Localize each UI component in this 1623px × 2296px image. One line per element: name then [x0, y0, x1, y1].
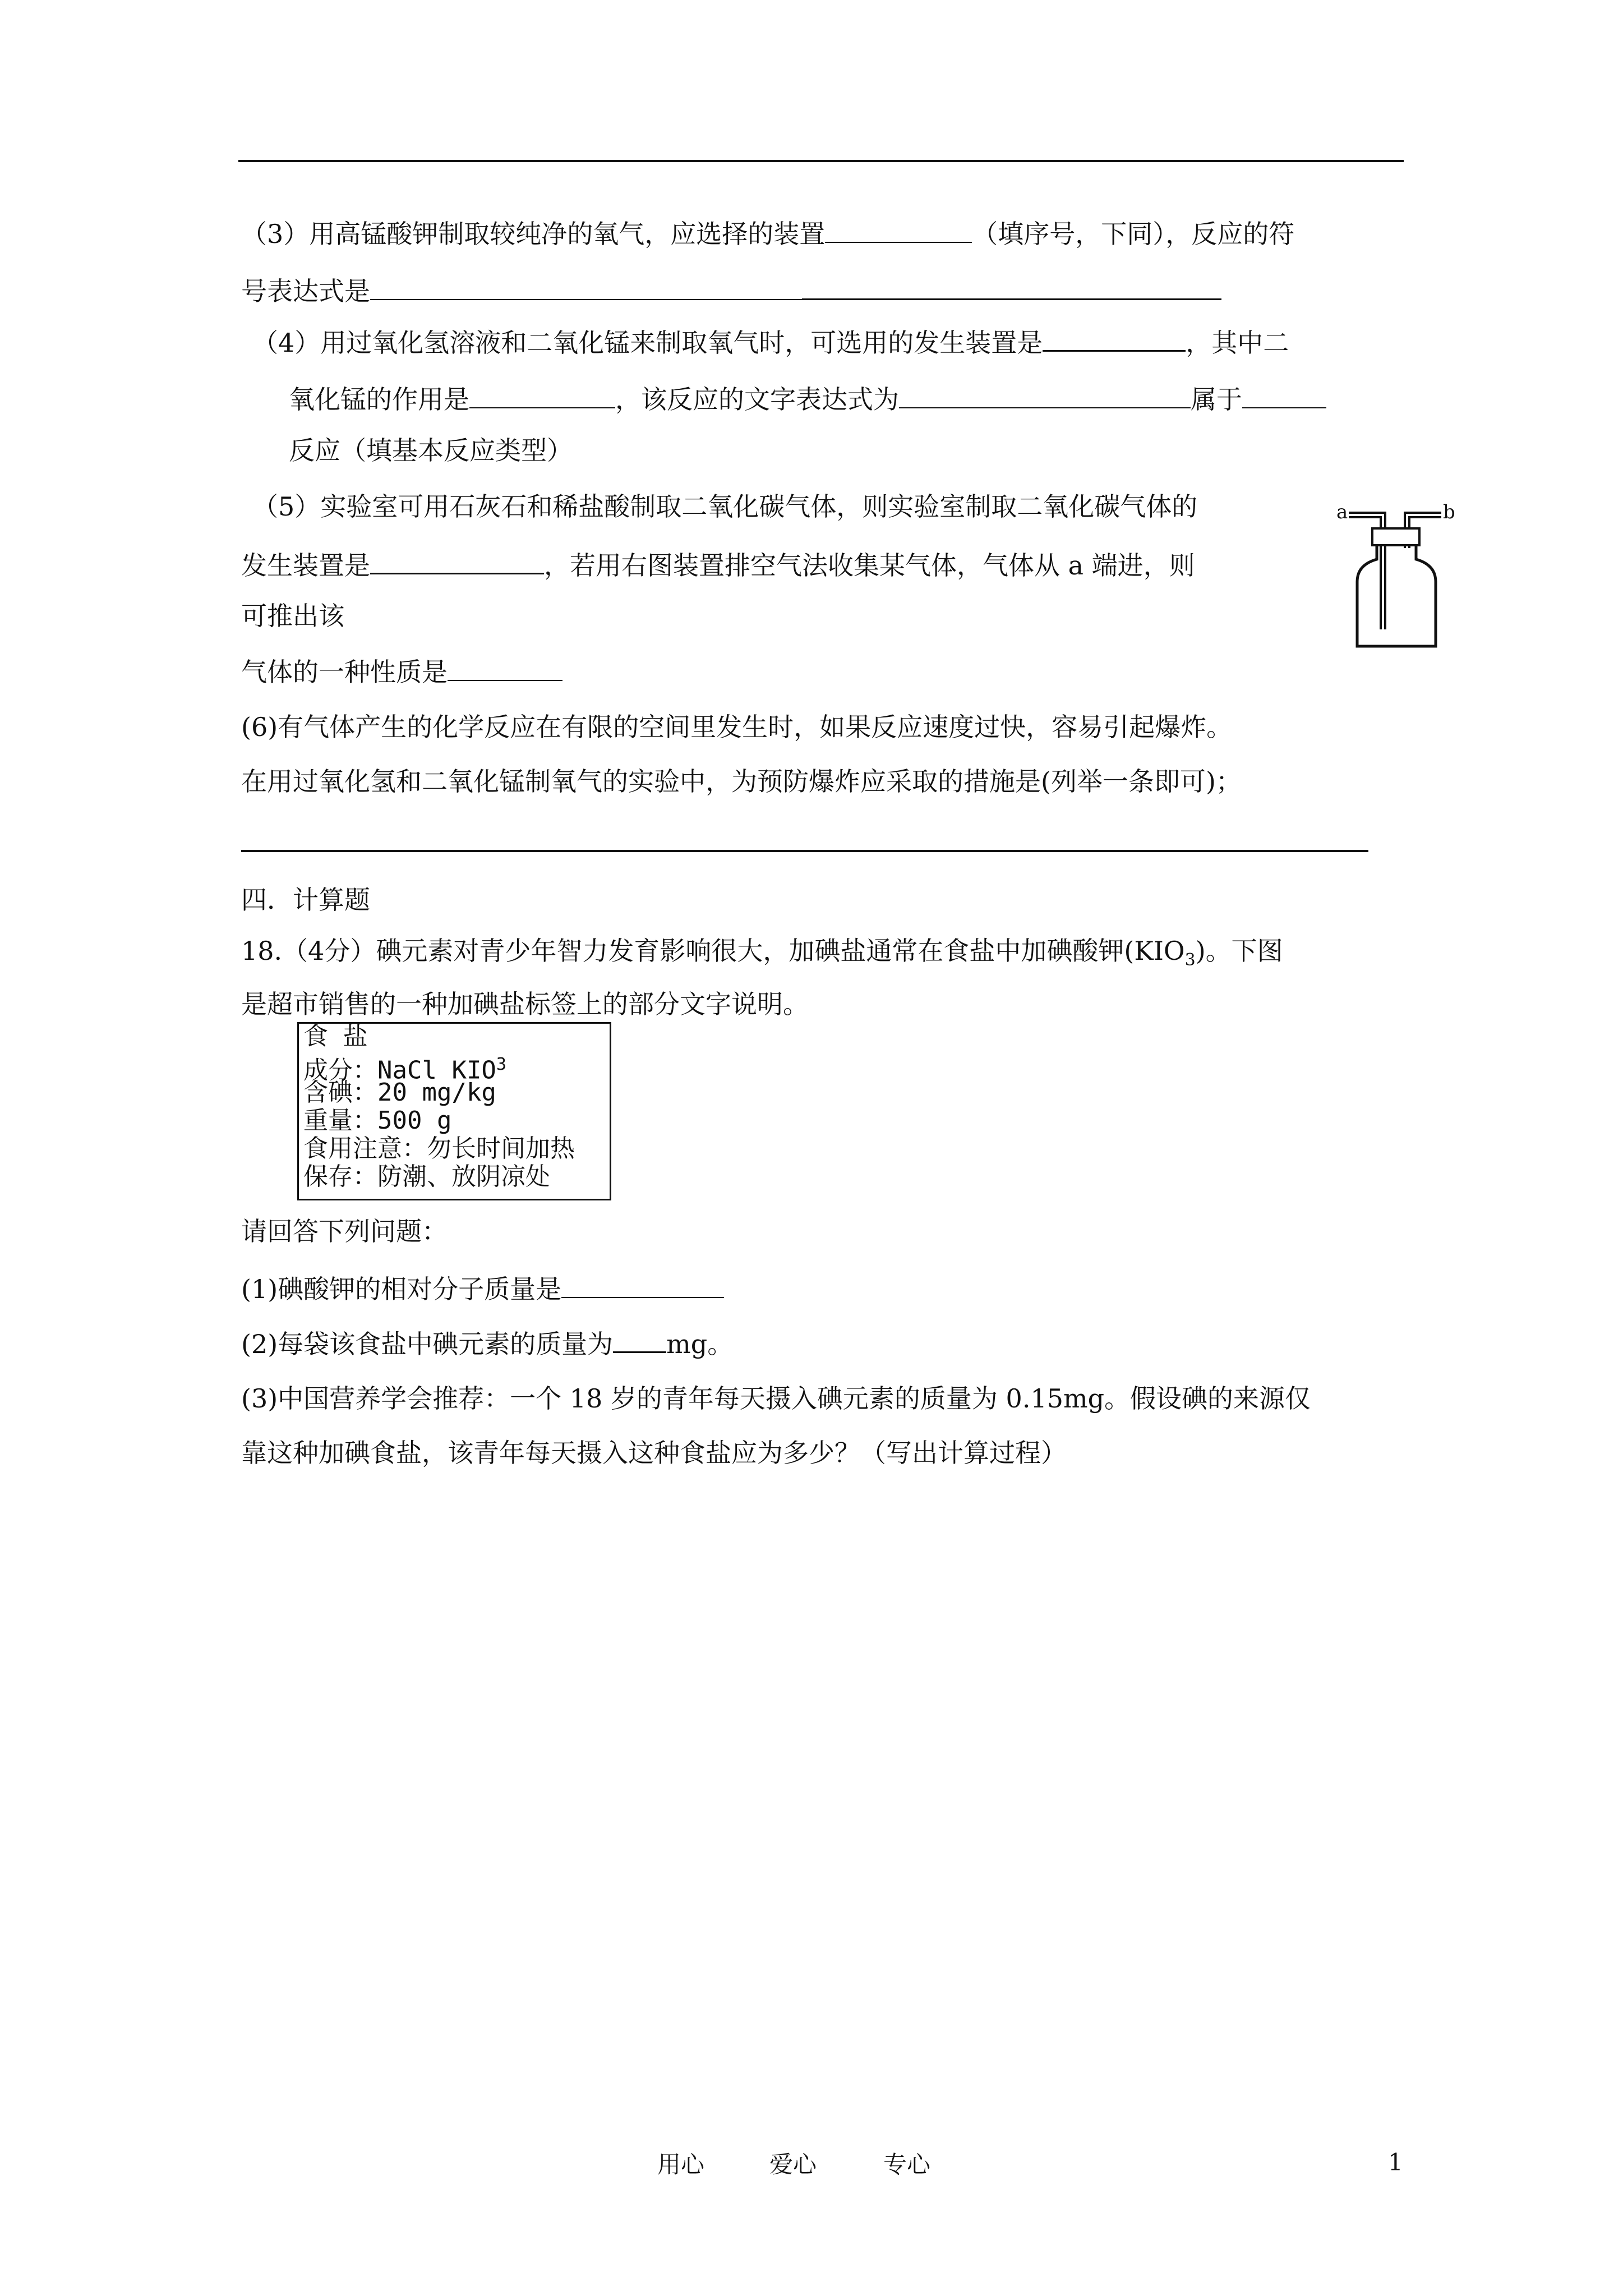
q18-line2	[241, 987, 809, 1021]
q5-text-2: ，若用右图装置排空气法收集某气体，气体从 a 端进，则	[544, 550, 1195, 581]
label-weight: 重量：500 g	[303, 1106, 452, 1135]
q5-line1	[252, 490, 1197, 523]
q18-sub3-line2	[241, 1436, 1067, 1470]
q4-text-a: （4）用过氧化氢溶液和二氧化锰来制取氧气时，可选用的发生装置是	[252, 328, 1043, 358]
q4-role-text: 氧化锰的作用是	[289, 384, 469, 415]
label-ingredients-sup: 3	[496, 1055, 506, 1074]
label-usage: 食用注意：勿长时间加热	[303, 1134, 575, 1163]
salt-label-box	[297, 1022, 611, 1200]
q4-type-blank[interactable]	[1242, 381, 1326, 408]
q5-property-blank[interactable]	[448, 654, 562, 681]
q18-text-2: 是超市销售的一种加碘盐标签上的部分文字说明。	[241, 989, 809, 1019]
q18-sub3-text-2: 靠这种加碘食盐，该青年每天摄入这种食盐应为多少？（写出计算过程）	[241, 1438, 1067, 1468]
q5-line4	[241, 654, 562, 689]
q18-sub2-unit: mg。	[666, 1329, 734, 1359]
page-number: 1	[1388, 2148, 1403, 2176]
label-ingredients-text: 成分：NaCl KIO	[303, 1056, 496, 1085]
q18-sub1-text: (1)碘酸钾的相对分子质量是	[241, 1274, 562, 1304]
q4-belongs-text: 属于	[1191, 384, 1242, 415]
q4-text-b: ，其中二	[1186, 328, 1289, 358]
q6-answer-blank[interactable]	[241, 850, 1368, 852]
q18-text-a: 18.（4分）碘元素对青少年智力发育影响很大，加碘盐通常在食盐中加碘酸钾(KIO	[241, 936, 1185, 966]
q3-expression-text: 号表达式是	[241, 276, 370, 306]
q4-line3	[289, 434, 573, 467]
q18-sub2-blank[interactable]	[613, 1326, 666, 1353]
q5-text-3: 可推出该	[241, 601, 344, 631]
q3-expression-blank-b[interactable]	[802, 273, 1221, 300]
q6-text-1: (6)有气体产生的化学反应在有限的空间里发生时，如果反应速度过快，容易引起爆炸。	[241, 712, 1233, 742]
gas-bottle-icon	[1332, 489, 1461, 657]
q18-sub3-text-1: (3)中国营养学会推荐：一个 18 岁的青年每天摄入碘元素的质量为 0.15mg。假设碘的来源仅	[241, 1383, 1311, 1414]
port-b-label: b	[1443, 501, 1455, 523]
q5-text-1: （5）实验室可用石灰石和稀盐酸制取二氧化碳气体，则实验室制取二氧化碳气体的	[252, 491, 1198, 522]
q3-line1	[241, 216, 1294, 251]
q18-sub1-blank[interactable]	[561, 1271, 724, 1298]
q5-property-text: 气体的一种性质是	[241, 657, 448, 687]
q3-text-a: （3）用高锰酸钾制取较纯净的氧气，应选择的装置	[241, 219, 826, 249]
q4-expression-blank[interactable]	[899, 381, 1191, 408]
footer-motto-1: 用心	[657, 2151, 705, 2178]
q3-text-b: （填序号，下同），反应的符	[972, 219, 1295, 249]
q5-line2	[241, 547, 1195, 582]
q5-device-text: 发生装置是	[241, 550, 370, 581]
q18-sub2	[241, 1326, 733, 1361]
q18-sub1	[241, 1271, 724, 1306]
q18-text-b: )。下图	[1195, 936, 1283, 966]
footer-motto-2: 爱心	[769, 2151, 817, 2178]
port-a-label: a	[1336, 501, 1348, 523]
label-iodine: 含碘：20 mg/kg	[303, 1078, 496, 1107]
q4-expression-text: ，该反应的文字表达式为	[615, 384, 899, 415]
q5-line3	[241, 599, 344, 633]
q4-reaction-type-text: 反应（填基本反应类型）	[289, 435, 573, 466]
q6-line1	[241, 710, 1232, 744]
q18-subscript: 3	[1184, 950, 1196, 970]
q4-line1	[252, 324, 1289, 360]
q4-line2	[289, 381, 1326, 416]
q6-text-2: 在用过氧化氢和二氧化锰制氧气的实验中，为预防爆炸应采取的措施是(列举一条即可)；	[241, 766, 1242, 797]
q18-line1	[241, 934, 1283, 977]
gas-bottle-figure	[1332, 489, 1461, 657]
q18-sub2-text: (2)每袋该食盐中碘元素的质量为	[241, 1329, 614, 1359]
q4-role-blank[interactable]	[469, 381, 615, 408]
label-title: 食 盐	[303, 1022, 368, 1051]
section4-title-text: 四．计算题	[241, 885, 370, 915]
section4-title	[241, 883, 370, 917]
label-storage: 保存：防潮、放阴凉处	[303, 1162, 550, 1191]
q6-line2	[241, 765, 1242, 798]
q3-line2	[241, 273, 1221, 308]
q18-prompt	[241, 1214, 448, 1248]
footer-motto-3: 专心	[883, 2151, 931, 2178]
q3-expression-blank-a[interactable]	[370, 273, 802, 300]
header-rule	[238, 160, 1404, 162]
q18-sub3-line1	[241, 1382, 1311, 1415]
q5-device-blank[interactable]	[370, 547, 544, 574]
q4-generator-blank[interactable]	[1043, 324, 1186, 352]
q18-prompt-text: 请回答下列问题：	[241, 1216, 448, 1246]
q3-device-blank[interactable]	[825, 216, 972, 243]
